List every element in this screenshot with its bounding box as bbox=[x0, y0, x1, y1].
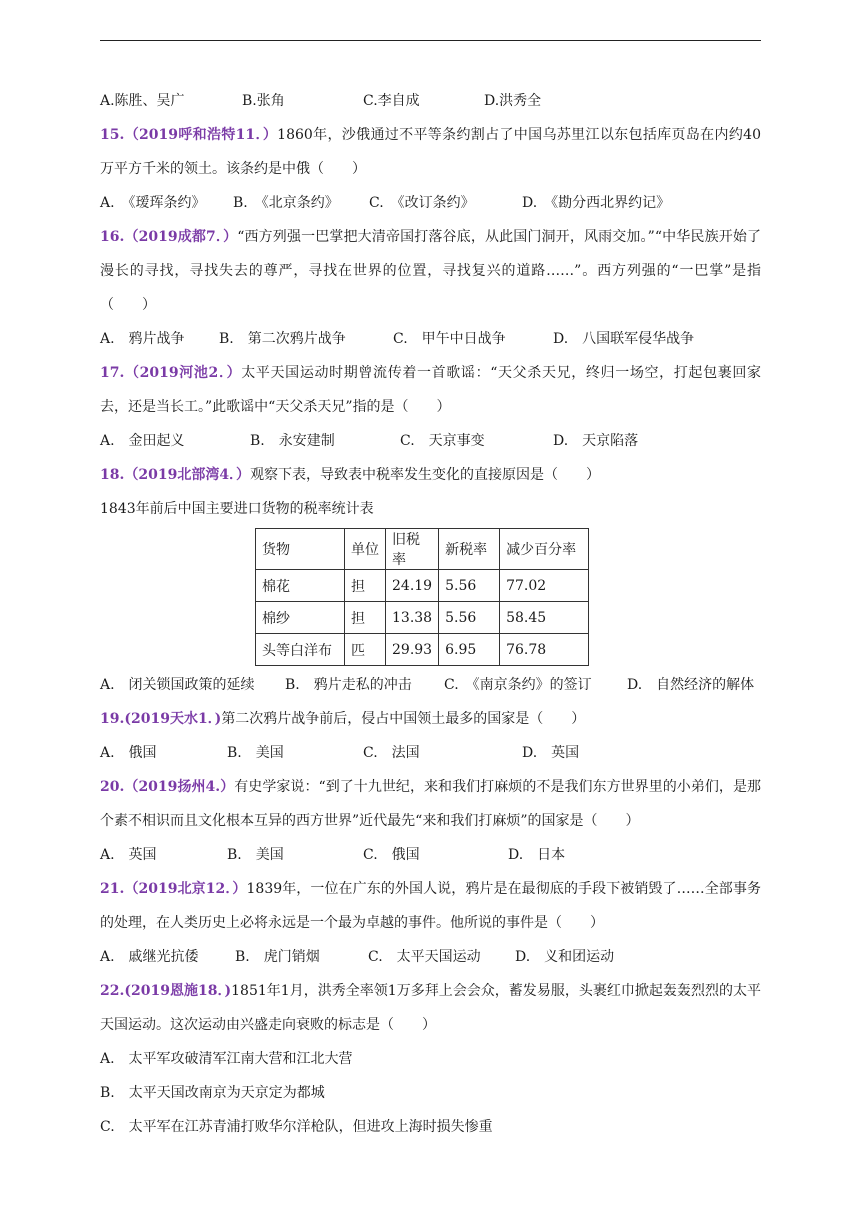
table-header-cell: 新税率 bbox=[439, 529, 500, 570]
question-15 bbox=[100, 118, 761, 186]
q15-option-d[interactable]: D. 《勘分西北界约记》 bbox=[522, 195, 671, 211]
table-header-cell: 单位 bbox=[345, 529, 386, 570]
table-row bbox=[256, 602, 589, 634]
table-cell: 24.19 bbox=[386, 570, 439, 602]
q20-option-a[interactable]: A. 英国 bbox=[100, 847, 157, 863]
table-cell: 匹 bbox=[345, 634, 386, 666]
question-stem: 1860年，沙俄通过不平等条约割占了中国乌苏里江以东包括库页岛在内约40万平方千米的领土。该条约是中俄（ ） bbox=[100, 127, 761, 177]
document-page bbox=[100, 84, 761, 1144]
question-number: 22.(2019恩施18．) bbox=[100, 983, 232, 999]
question-18 bbox=[100, 458, 761, 492]
q22-option-a[interactable]: A. 太平军攻破清军江南大营和江北大营 bbox=[100, 1051, 353, 1067]
table-cell: 58.45 bbox=[500, 602, 589, 634]
table-header-cell: 旧税率 bbox=[386, 529, 439, 570]
table-header-cell: 减少百分率 bbox=[500, 529, 589, 570]
q19-option-c[interactable]: C. 法国 bbox=[363, 745, 420, 761]
question-number: 17.（2019河池2．） bbox=[100, 365, 242, 381]
table-title: 1843年前后中国主要进口货物的税率统计表 bbox=[100, 501, 374, 517]
table-cell: 77.02 bbox=[500, 570, 589, 602]
q15-option-a[interactable]: A. 《瑷珲条约》 bbox=[100, 195, 206, 211]
table-cell: 5.56 bbox=[439, 602, 500, 634]
q21-option-b[interactable]: B. 虎门销烟 bbox=[235, 949, 320, 965]
table-cell: 棉花 bbox=[256, 570, 345, 602]
question-stem: “西方列强一巴掌把大清帝国打落谷底，从此国门洞开，风雨交加。”“中华民族开始了漫长的寻找，寻找失去的尊严，寻找在世界的位置，寻找复兴的道路……”。西方列强的“一巴掌”是指（ ） bbox=[100, 229, 761, 313]
q21-options bbox=[100, 940, 761, 974]
q17-option-c[interactable]: C. 天京事变 bbox=[400, 433, 485, 449]
q21-option-d[interactable]: D. 义和团运动 bbox=[515, 949, 615, 965]
q14-option-d[interactable]: D.洪秀全 bbox=[484, 93, 542, 109]
question-16 bbox=[100, 220, 761, 322]
question-17 bbox=[100, 356, 761, 424]
q16-option-c[interactable]: C. 甲午中日战争 bbox=[393, 331, 506, 347]
q19-option-b[interactable]: B. 美国 bbox=[227, 745, 284, 761]
table-cell: 棉纱 bbox=[256, 602, 345, 634]
question-stem: 太平天国运动时期曾流传着一首歌谣：“天父杀天兄，终归一场空，打起包裹回家去，还是当长工。”此歌谣中“天父杀天兄”指的是（ ） bbox=[100, 365, 762, 415]
question-21 bbox=[100, 872, 761, 940]
table-cell: 担 bbox=[345, 570, 386, 602]
q16-option-d[interactable]: D. 八国联军侵华战争 bbox=[553, 331, 695, 347]
q15-option-c[interactable]: C. 《改订条约》 bbox=[369, 195, 475, 211]
q15-option-b[interactable]: B. 《北京条约》 bbox=[233, 195, 339, 211]
table-cell: 头等白洋布 bbox=[256, 634, 345, 666]
q17-option-a[interactable]: A. 金田起义 bbox=[100, 433, 185, 449]
q22-option-b[interactable]: B. 太平天国改南京为天京定为都城 bbox=[100, 1085, 325, 1101]
q22-option-c[interactable]: C. 太平军在江苏青浦打败华尔洋枪队，但进攻上海时损失惨重 bbox=[100, 1119, 493, 1135]
table-header-row bbox=[256, 529, 589, 570]
q19-option-a[interactable]: A. 俄国 bbox=[100, 745, 157, 761]
q20-option-c[interactable]: C. 俄国 bbox=[363, 847, 420, 863]
q18-option-c[interactable]: C. 《南京条约》的签订 bbox=[444, 677, 592, 693]
question-stem: 第二次鸦片战争前后，侵占中国领土最多的国家是（ ） bbox=[221, 711, 586, 727]
question-number: 20.（2019扬州4.） bbox=[100, 779, 235, 795]
q14-options bbox=[100, 84, 761, 118]
question-stem: 观察下表，导致表中税率发生变化的直接原因是（ ） bbox=[250, 467, 601, 483]
q18-options bbox=[100, 668, 761, 702]
q17-option-d[interactable]: D. 天京陷落 bbox=[553, 433, 639, 449]
question-stem: 1851年1月，洪秀全率领1万多拜上会会众，蓄发易服，头裹红巾掀起轰轰烈烈的太平天国运动。这次运动由兴盛走向衰败的标志是（ ） bbox=[100, 983, 761, 1033]
q14-option-b[interactable]: B.张角 bbox=[242, 93, 285, 109]
q15-options bbox=[100, 186, 761, 220]
table-cell: 13.38 bbox=[386, 602, 439, 634]
table-cell: 担 bbox=[345, 602, 386, 634]
question-stem: 有史学家说：“到了十九世纪，来和我们打麻烦的不是我们东方世界里的小弟们，是那个素不相识而且文化根本互异的西方世界”近代最先“来和我们打麻烦”的国家是（ ） bbox=[100, 779, 762, 829]
question-number: 18.（2019北部湾4．） bbox=[100, 467, 251, 483]
question-19 bbox=[100, 702, 761, 736]
q18-option-b[interactable]: B. 鸦片走私的冲击 bbox=[285, 677, 412, 693]
table-cell: 5.56 bbox=[439, 570, 500, 602]
q17-option-b[interactable]: B. 永安建制 bbox=[250, 433, 335, 449]
question-stem: 1839年，一位在广东的外国人说，鸦片是在最彻底的手段下被销毁了……全部事务的处理，在人类历史上必将永远是一个最为卓越的事件。他所说的事件是（ ） bbox=[100, 881, 761, 931]
q16-option-b[interactable]: B. 第二次鸦片战争 bbox=[219, 331, 346, 347]
table-row bbox=[256, 570, 589, 602]
q21-option-c[interactable]: C. 太平天国运动 bbox=[368, 949, 481, 965]
q20-option-b[interactable]: B. 美国 bbox=[227, 847, 284, 863]
q19-options bbox=[100, 736, 761, 770]
tax-rate-table bbox=[255, 528, 589, 666]
table-cell: 29.93 bbox=[386, 634, 439, 666]
q21-option-a[interactable]: A. 戚继光抗倭 bbox=[100, 949, 199, 965]
question-number: 15.（2019呼和浩特11．） bbox=[100, 127, 278, 143]
q18-option-d[interactable]: D. 自然经济的解体 bbox=[627, 677, 755, 693]
q20-option-d[interactable]: D. 日本 bbox=[508, 847, 566, 863]
q14-option-c[interactable]: C.李自成 bbox=[363, 93, 420, 109]
q16-option-a[interactable]: A. 鸦片战争 bbox=[100, 331, 185, 347]
question-22 bbox=[100, 974, 761, 1042]
table-header-cell: 货物 bbox=[256, 529, 345, 570]
table-row bbox=[256, 634, 589, 666]
q17-options bbox=[100, 424, 761, 458]
q20-options bbox=[100, 838, 761, 872]
q19-option-d[interactable]: D. 英国 bbox=[522, 745, 580, 761]
question-number: 21.（2019北京12．） bbox=[100, 881, 247, 897]
question-number: 16.（2019成都7．） bbox=[100, 229, 238, 245]
q18-option-a[interactable]: A. 闭关锁国政策的延续 bbox=[100, 677, 255, 693]
q14-option-a[interactable]: A.陈胜、吴广 bbox=[100, 93, 185, 109]
header-rule bbox=[100, 40, 761, 41]
table-cell: 76.78 bbox=[500, 634, 589, 666]
q16-options bbox=[100, 322, 761, 356]
table-cell: 6.95 bbox=[439, 634, 500, 666]
question-20 bbox=[100, 770, 761, 838]
question-number: 19.(2019天水1．) bbox=[100, 711, 222, 727]
